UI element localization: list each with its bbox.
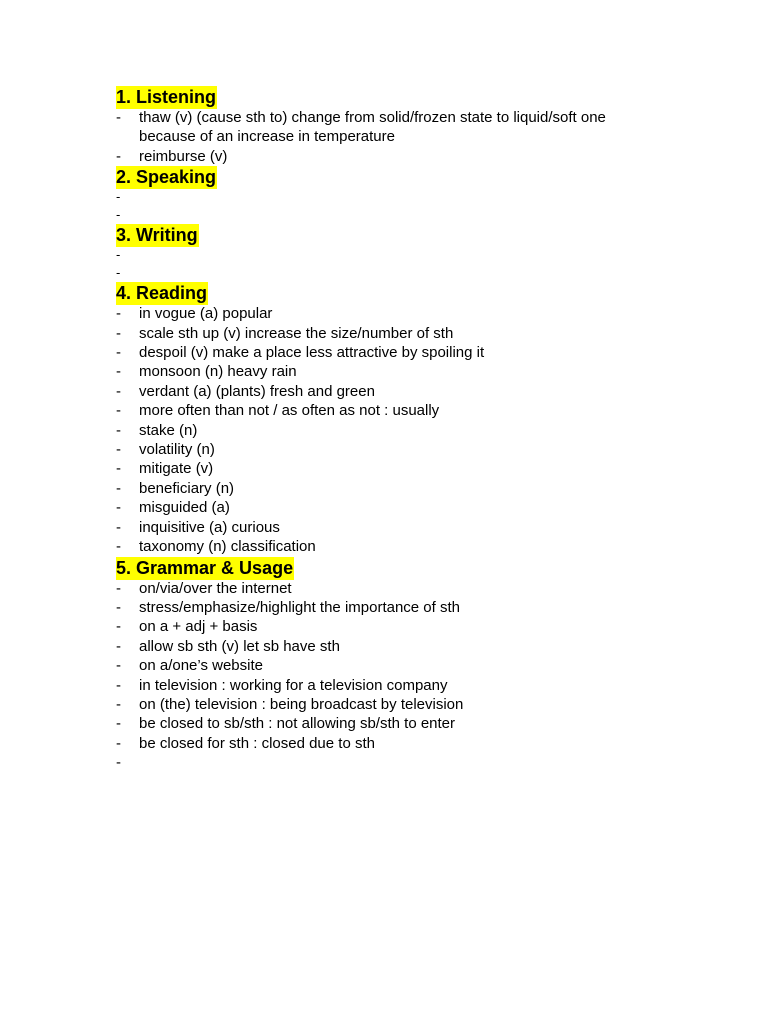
list-item (116, 479, 636, 498)
list-item-text: mitigate (v) (139, 460, 214, 478)
list-item (116, 246, 636, 264)
list-item (116, 617, 636, 636)
list-item (116, 401, 636, 420)
list-item (116, 656, 636, 675)
bullet-dash: - (116, 460, 121, 478)
section-heading (116, 86, 217, 109)
bullet-dash: - (116, 538, 121, 556)
section-title: Reading (136, 283, 208, 304)
list-item-text: despoil (v) make a place less attractive by spoiling it (139, 344, 485, 362)
list-item (116, 440, 636, 459)
list-item (116, 498, 636, 517)
section-number: 5. (116, 557, 132, 578)
list-item-text: stake (n) (139, 421, 198, 439)
bullet-dash: - (116, 344, 121, 362)
bullet-dash: - (116, 499, 121, 517)
section-heading (116, 166, 217, 189)
list-item-text: thaw (v) (cause sth to) change from solid/frozen state to liquid/soft one because of an increase in temperature (139, 109, 606, 146)
list-item (116, 637, 636, 656)
list-item-text: be closed for sth : closed due to sth (139, 734, 375, 752)
vocab-list (116, 304, 636, 556)
bullet-dash: - (116, 715, 121, 733)
bullet-dash: - (116, 363, 121, 381)
section-title: Grammar & Usage (136, 557, 294, 578)
list-item-text: in television : working for a television company (139, 676, 448, 694)
bullet-dash: - (116, 618, 121, 636)
list-item (116, 108, 636, 147)
bullet-dash: - (116, 695, 121, 713)
list-item (116, 753, 636, 772)
section-writing (116, 224, 636, 282)
list-item (116, 264, 636, 282)
section-reading (116, 282, 636, 556)
list-item-text: more often than not / as often as not : usually (139, 402, 440, 420)
bullet-dash: - (116, 324, 121, 342)
bullet-dash: - (116, 479, 121, 497)
list-item-text: allow sb sth (v) let sb have sth (139, 637, 340, 655)
list-item (116, 537, 636, 556)
vocab-list (116, 246, 636, 282)
vocab-list (116, 108, 636, 166)
list-item (116, 324, 636, 343)
bullet-dash: - (116, 441, 121, 459)
list-item-text: verdant (a) (plants) fresh and green (139, 382, 375, 400)
list-item (116, 579, 636, 598)
list-item (116, 676, 636, 695)
list-item (116, 382, 636, 401)
list-item (116, 695, 636, 714)
bullet-dash: - (116, 637, 121, 655)
list-item (116, 362, 636, 381)
bullet-dash: - (116, 147, 121, 165)
bullet-dash: - (116, 207, 121, 223)
section-heading (116, 224, 199, 247)
section-number: 3. (116, 225, 132, 246)
list-item (116, 343, 636, 362)
list-item-text: volatility (n) (139, 441, 215, 459)
list-item-text: misguided (a) (139, 499, 230, 517)
bullet-dash: - (116, 734, 121, 752)
section-number: 1. (116, 87, 132, 107)
section-title: Listening (136, 87, 217, 107)
section-title: Writing (136, 225, 198, 246)
bullet-dash: - (116, 265, 121, 281)
section-heading (116, 282, 208, 305)
list-item-text: monsoon (n) heavy rain (139, 363, 297, 381)
list-item-text: stress/emphasize/highlight the importance of sth (139, 598, 460, 616)
bullet-dash: - (116, 421, 121, 439)
list-item-text: taxonomy (n) classification (139, 538, 316, 556)
list-item-text: reimburse (v) (139, 147, 228, 165)
document-body (116, 86, 636, 773)
bullet-dash: - (116, 109, 121, 126)
section-listening (116, 86, 636, 166)
list-item-text: on a/one’s website (139, 657, 263, 675)
list-item (116, 304, 636, 323)
list-item (116, 421, 636, 440)
bullet-dash: - (116, 579, 121, 597)
vocab-list (116, 579, 636, 773)
list-item-text: scale sth up (v) increase the size/number of sth (139, 324, 454, 342)
bullet-dash: - (116, 657, 121, 675)
bullet-dash: - (116, 676, 121, 694)
list-item (116, 518, 636, 537)
list-item (116, 734, 636, 753)
vocab-list (116, 188, 636, 224)
list-item (116, 714, 636, 733)
list-item-text: be closed to sb/sth : not allowing sb/sth to enter (139, 715, 456, 733)
bullet-dash: - (116, 305, 121, 323)
bullet-dash: - (116, 189, 121, 205)
list-item (116, 598, 636, 617)
list-item (116, 147, 636, 166)
bullet-dash: - (116, 247, 121, 263)
section-grammar-usage (116, 557, 636, 773)
list-item (116, 188, 636, 206)
section-speaking (116, 166, 636, 224)
section-number: 4. (116, 283, 132, 304)
list-item-text: beneficiary (n) (139, 479, 235, 497)
bullet-dash: - (116, 754, 121, 772)
section-heading (116, 557, 294, 580)
list-item-text: inquisitive (a) curious (139, 518, 280, 536)
list-item-text: on a + adj + basis (139, 618, 258, 636)
bullet-dash: - (116, 598, 121, 616)
list-item (116, 206, 636, 224)
section-number: 2. (116, 167, 132, 188)
list-item (116, 459, 636, 478)
bullet-dash: - (116, 402, 121, 420)
list-item-text: on/via/over the internet (139, 579, 292, 597)
list-item-text: on (the) television : being broadcast by television (139, 695, 464, 713)
bullet-dash: - (116, 382, 121, 400)
bullet-dash: - (116, 518, 121, 536)
section-title: Speaking (136, 167, 217, 188)
list-item-text: in vogue (a) popular (139, 305, 273, 323)
